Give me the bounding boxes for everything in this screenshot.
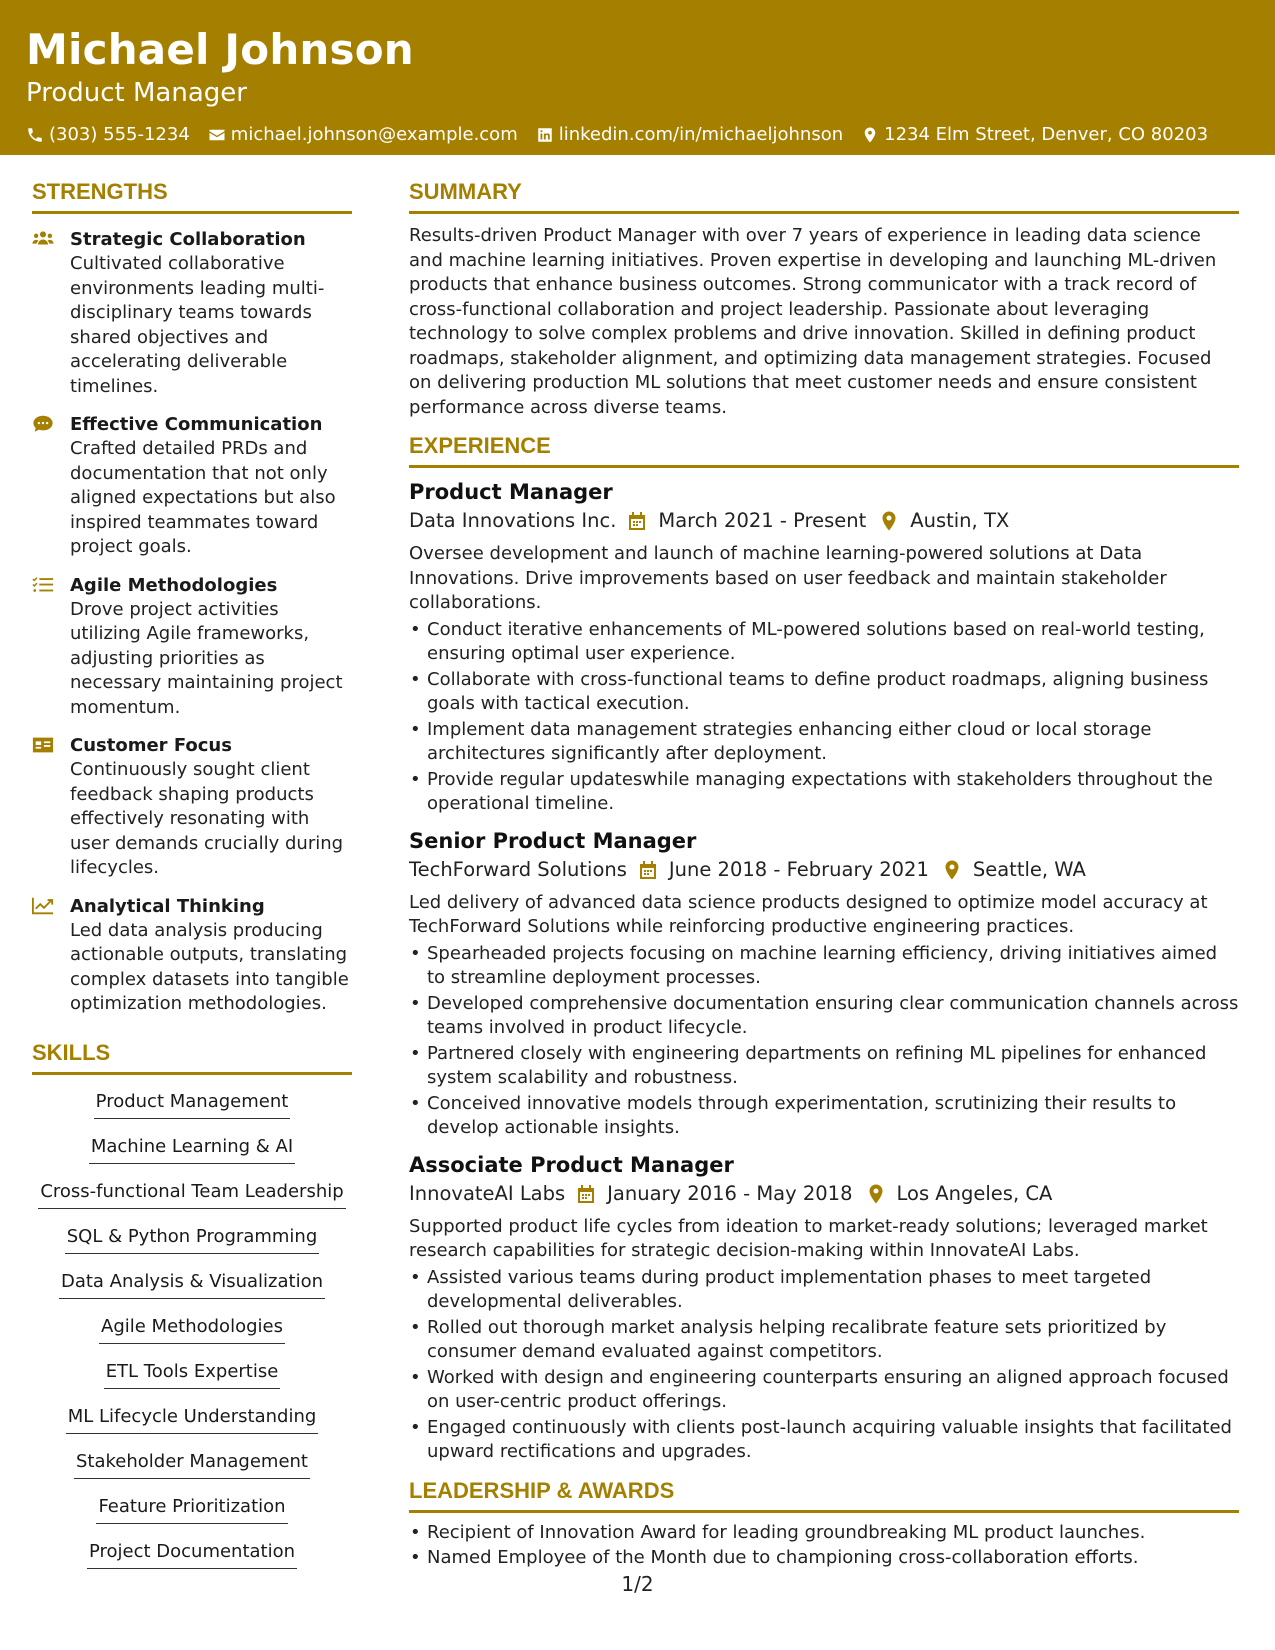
candidate-role: Product Manager [26, 78, 247, 108]
strength-item [32, 228, 352, 399]
job-company: Data Innovations Inc. [409, 509, 617, 532]
job-company: TechForward Solutions [409, 857, 627, 881]
strength-description: Led data analysis producing actionable outputs, translating complex datasets into tangible optimization methodologies. [70, 919, 349, 1014]
right-column [409, 178, 1239, 1572]
address-text: 1234 Elm Street, Denver, CO 80203 [884, 124, 1209, 145]
envelope-icon [208, 126, 226, 144]
bullet-item: • Assisted various teams during product implementation phases to meet targeted developmental deliverables. [409, 1266, 1239, 1315]
location-pin-icon [943, 860, 961, 880]
location-pin-icon [867, 1184, 885, 1204]
location-pin-icon [861, 126, 879, 144]
users-icon [32, 229, 54, 249]
strength-item [32, 895, 352, 1017]
job-entry [409, 827, 1239, 1141]
strength-description: Drove project activities utilizing Agile frameworks, adjusting priorities as necessary maintaining project momentum. [70, 598, 343, 718]
left-column [32, 178, 352, 1582]
strength-title: Strategic Collaboration [70, 229, 306, 250]
skill-tag: SQL & Python Programming [65, 1222, 320, 1254]
job-bullets [409, 1266, 1239, 1465]
job-entry [409, 1151, 1239, 1465]
awards-heading: LEADERSHIP & AWARDS [409, 1477, 1239, 1513]
job-description: Led delivery of advanced data science products designed to optimize model accuracy at TechForward Solutions while reinforcing productive engineering practices. [409, 891, 1208, 937]
skill-tag: Product Management [94, 1087, 291, 1119]
strengths-heading: STRENGTHS [32, 178, 352, 214]
skills-heading: SKILLS [32, 1039, 352, 1075]
skill-tag: Machine Learning & AI [89, 1132, 295, 1164]
job-dates: June 2018 - February 2021 [668, 857, 929, 881]
candidate-name: Michael Johnson [26, 25, 414, 74]
job-title: Product Manager [409, 480, 613, 504]
list-check-icon [32, 575, 54, 595]
linkedin-link[interactable]: linkedin.com/in/michaeljohnson [558, 124, 844, 145]
job-location: Austin, TX [910, 509, 1010, 532]
job-entry [409, 478, 1239, 817]
bullet-item: • Developed comprehensive documentation ensuring clear communication channels across teams involved in product lifecycle. [409, 992, 1239, 1041]
location-pin-icon [880, 511, 898, 531]
contact-bar [26, 122, 1249, 148]
calendar-icon [628, 511, 646, 531]
bullet-item: • Spearheaded projects focusing on machine learning efficiency, driving initiatives aimed to streamline deployment processes. [409, 942, 1239, 991]
contact-linkedin[interactable] [536, 122, 843, 148]
bullet-item: • Conceived innovative models through experimentation, scrutinizing their results to develop actionable insights. [409, 1092, 1239, 1141]
strength-description: Continuously sought client feedback shaping products effectively resonating with user demands crucially during lifecycles. [70, 759, 344, 878]
job-dates: March 2021 - Present [658, 509, 867, 532]
summary-text: Results-driven Product Manager with over 7 years of experience in leading data science and machine learning initiatives. Proven expertise in developing and launching ML-driven products that enhance business outcomes. Strong communicator with a track record of cross-functional collaboration and project leadership. Passionate about leveraging technology to solve complex problems and drive innovation. Skilled in defining product roadmaps, stakeholder alignment, and optimizing data management strategies. Focused on delivering production ML solutions that meet customer needs and ensure consistent performance across diverse teams. [409, 225, 1217, 418]
phone-text: (303) 555-1234 [49, 124, 190, 145]
award-item: • Named Employee of the Month due to championing cross-collaboration efforts. [409, 1546, 1239, 1571]
skill-tag: Project Documentation [87, 1537, 297, 1569]
strength-title: Analytical Thinking [70, 895, 265, 917]
job-meta [409, 506, 1239, 536]
calendar-icon [577, 1184, 595, 1204]
bullet-item: • Engaged continuously with clients post-launch acquiring valuable insights that facilitated upward rectifications and upgrades. [409, 1416, 1239, 1465]
skill-tag: Feature Prioritization [96, 1492, 287, 1524]
experience-heading: EXPERIENCE [409, 432, 1239, 468]
awards-list [409, 1521, 1239, 1571]
award-item: • Recipient of Innovation Award for leading groundbreaking ML product launches. [409, 1521, 1239, 1546]
bullet-item: • Implement data management strategies enhancing either cloud or local storage architectures significantly after deployment. [409, 718, 1239, 767]
job-description: Supported product life cycles from ideation to market-ready solutions; leveraged market research capabilities for strategic decision-making within InnovateAI Labs. [409, 1215, 1208, 1261]
id-card-icon [32, 735, 54, 755]
bullet-item: • Rolled out thorough market analysis helping recalibrate feature sets prioritized by consumer demand evaluated against competitors. [409, 1316, 1239, 1365]
job-location: Los Angeles, CA [896, 1181, 1053, 1205]
bullet-item: • Partnered closely with engineering departments on refining ML pipelines for enhanced system scalability and robustness. [409, 1042, 1239, 1091]
job-title: Associate Product Manager [409, 1152, 734, 1177]
summary-heading: SUMMARY [409, 178, 1239, 214]
strength-item [32, 574, 352, 721]
job-dates: January 2016 - May 2018 [607, 1181, 853, 1205]
strength-description: Crafted detailed PRDs and documentation that not only aligned expectations but also inspired teammates toward project goals. [70, 438, 336, 557]
strength-item [32, 734, 352, 881]
contact-phone [26, 122, 190, 148]
phone-icon [26, 126, 44, 144]
skills-list [32, 1087, 352, 1582]
bullet-item: • Provide regular updateswhile managing expectations with stakeholders throughout the operational timeline. [409, 768, 1239, 817]
job-description: Oversee development and launch of machine learning-powered solutions at Data Innovations. Drive improvements based on user feedback and maintain stakeholder collaborations. [409, 543, 1167, 613]
skill-tag: ML Lifecycle Understanding [66, 1402, 319, 1434]
bullet-item: • Worked with design and engineering counterparts ensuring an aligned approach focused on user-centric product offerings. [409, 1366, 1239, 1415]
strength-item [32, 413, 352, 560]
job-meta [409, 1179, 1239, 1209]
skill-tag: ETL Tools Expertise [104, 1357, 281, 1389]
skill-tag: Agile Methodologies [99, 1312, 285, 1344]
linkedin-icon [536, 126, 554, 144]
strength-title: Effective Communication [70, 414, 323, 435]
bullet-item: • Collaborate with cross-functional teams to define product roadmaps, aligning business goals with tactical execution. [409, 668, 1239, 717]
strength-title: Customer Focus [70, 735, 232, 756]
contact-email[interactable] [208, 122, 518, 148]
skill-tag: Cross-functional Team Leadership [38, 1177, 345, 1209]
job-title: Senior Product Manager [409, 828, 697, 853]
strength-description: Cultivated collaborative environments leading multi-disciplinary teams towards shared objectives and accelerating deliverable timelines. [70, 253, 325, 397]
chart-line-icon [32, 896, 54, 916]
job-company: InnovateAI Labs [409, 1181, 566, 1205]
skill-tag: Stakeholder Management [74, 1447, 310, 1479]
bullet-item: • Conduct iterative enhancements of ML-powered solutions based on real-world testing, ensuring optimal user experience. [409, 618, 1239, 667]
skill-tag: Data Analysis & Visualization [59, 1267, 325, 1299]
contact-address [861, 122, 1208, 148]
job-location: Seattle, WA [972, 857, 1086, 881]
page-number: 1/2 [621, 1572, 654, 1596]
strength-title: Agile Methodologies [70, 574, 278, 596]
comment-icon [32, 414, 54, 434]
resume-header [0, 0, 1275, 155]
job-bullets [409, 942, 1239, 1141]
email-link[interactable]: michael.johnson@example.com [230, 124, 518, 145]
job-bullets [409, 618, 1239, 817]
job-meta [409, 855, 1239, 885]
calendar-icon [639, 860, 657, 880]
